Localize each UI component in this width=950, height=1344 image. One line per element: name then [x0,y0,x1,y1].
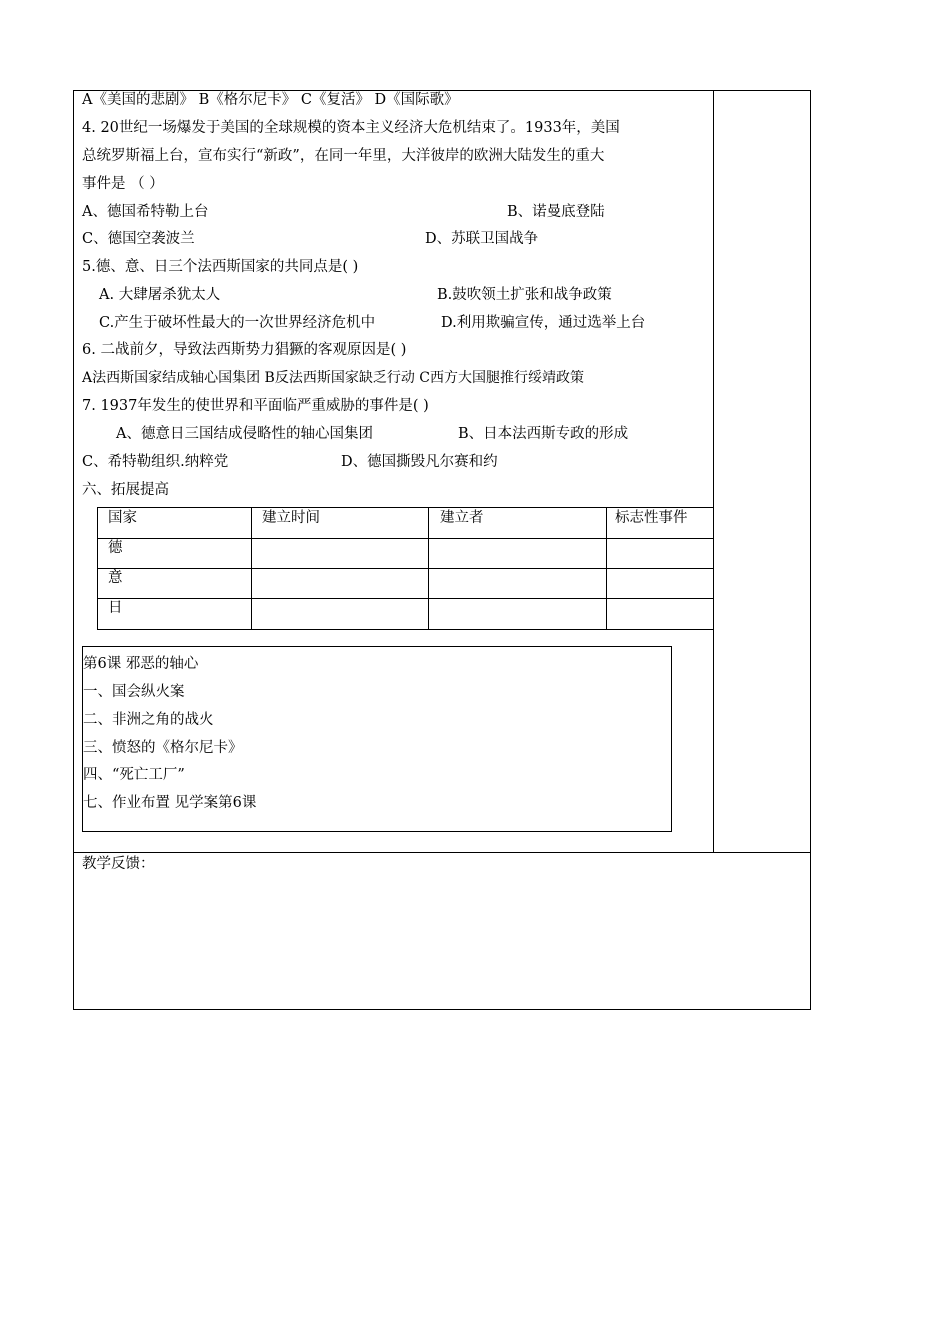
table-cell-country: 意 [108,570,123,586]
q7-stem: 7. 1937年发生的使世界和平面临严重威胁的事件是( ) [82,398,429,414]
q3-options: A《美国的悲剧》 B《格尔尼卡》 C《复活》 D《国际歌》 [82,92,459,108]
q4-option-b: B、诺曼底登陆 [507,204,605,220]
q5-stem: 5.德、意、日三个法西斯国家的共同点是( ) [82,259,359,275]
q5-option-b: B.鼓吹领土扩张和战争政策 [437,287,612,303]
lesson6-item: 三、愤怒的《格尔尼卡》 [83,740,243,756]
q4-option-d: D、苏联卫国战争 [425,231,539,247]
frame-right-border-upper [713,90,714,853]
frame-right-border [810,90,811,1010]
table-line [97,598,714,599]
table-line [428,507,429,630]
q4-option-a: A、德国希特勒上台 [82,204,209,220]
frame-left-border [73,90,74,1010]
table-header-landmark-event: 标志性事件 [615,510,688,526]
table-line [97,538,714,539]
table-line [97,568,714,569]
frame-bottom-border [73,1009,811,1010]
table-header-founded-time: 建立时间 [262,510,320,526]
q6-options: A法西斯国家结成轴心国集团 B反法西斯国家缺乏行动 C西方大国腿推行绥靖政策 [82,370,585,386]
q4-stem-line1: 4. 20世纪一场爆发于美国的全球规模的资本主义经济大危机结束了。1933年，美国 [82,120,620,136]
teaching-feedback-label: 教学反馈： [82,856,155,872]
q4-stem-line2: 总统罗斯福上台，宣布实行“新政”，在同一年里，大洋彼岸的欧洲大陆发生的重大 [82,148,605,164]
lesson6-item: 一、国会纵火案 [83,684,185,700]
q7-option-d: D、德国撕毁凡尔赛和约 [341,454,498,470]
table-header-country: 国家 [108,510,137,526]
lesson6-item: 四、“死亡工厂” [83,767,185,783]
table-cell-country: 日 [108,600,123,616]
table-line [251,507,252,630]
q4-option-c: C、德国空袭波兰 [82,231,195,247]
lesson6-title: 第6课 邪恶的轴心 [83,656,199,672]
homework-assignment: 七、作业布置 见学案第6课 [83,795,257,811]
lesson6-item: 二、非洲之角的战火 [83,712,214,728]
table-header-founder: 建立者 [440,510,484,526]
q7-option-c: C、希特勒组织.纳粹党 [82,454,229,470]
table-line [606,507,607,630]
q7-option-b: B、日本法西斯专政的形成 [458,426,629,442]
table-line [97,507,714,508]
q4-stem-line3: 事件是 （ ） [82,176,164,192]
q5-option-c: C.产生于破坏性最大的一次世界经济危机中 [99,315,376,331]
frame-middle-divider [73,852,811,853]
q5-option-a: A. 大肆屠杀犹太人 [99,287,221,303]
table-cell-country: 德 [108,540,123,556]
section6-title: 六、拓展提高 [82,482,169,498]
q6-stem: 6. 二战前夕，导致法西斯势力猖獗的客观原因是( ) [82,342,407,358]
table-line [97,629,714,630]
q5-option-d: D.利用欺骗宣传，通过选举上台 [441,315,646,331]
q7-option-a: A、德意日三国结成侵略性的轴心国集团 [116,426,373,442]
table-line [97,507,98,630]
